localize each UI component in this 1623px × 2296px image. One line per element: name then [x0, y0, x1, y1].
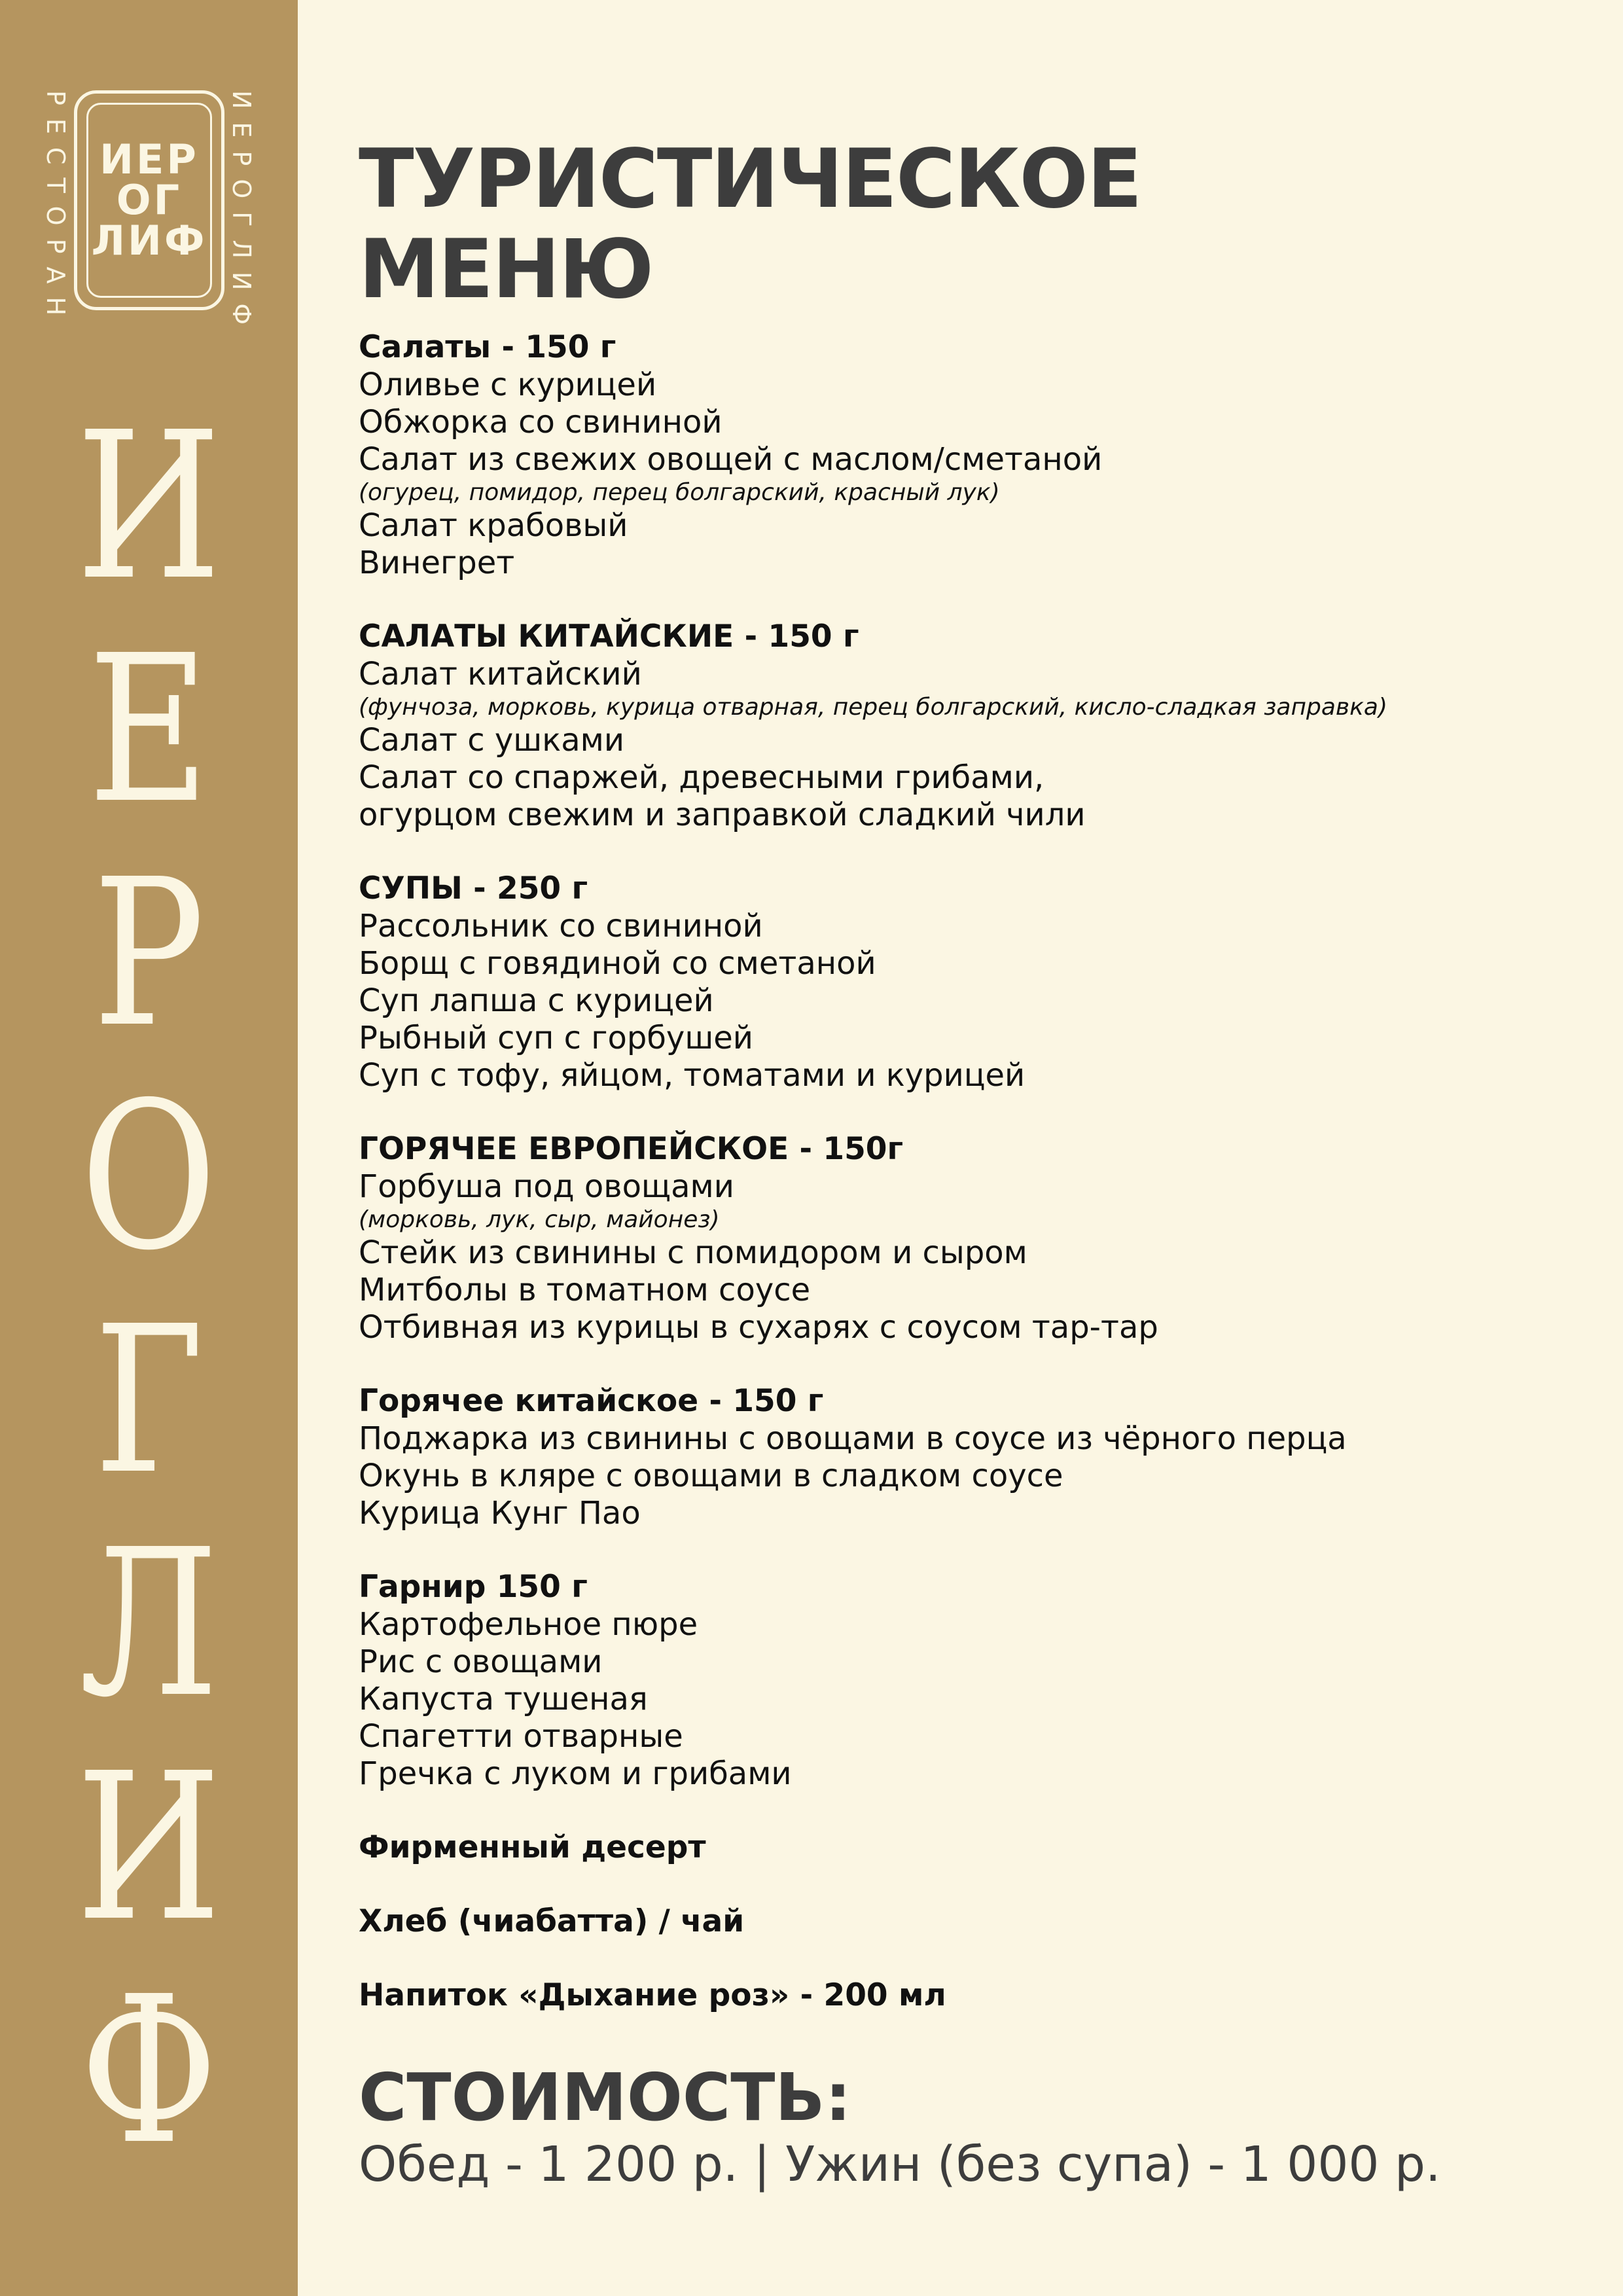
sidebar-vertical-name — [0, 389, 298, 2189]
sidebar-letter: Е — [88, 612, 210, 849]
section-title: Фирменный десерт — [359, 1829, 706, 1865]
menu-item: Салат со спаржей, древесными грибами, — [359, 759, 1044, 796]
menu-item: Салат из свежих овощей с маслом/сметаной — [359, 441, 1103, 478]
logo-left-text: РЕСТОРАН — [41, 90, 70, 329]
sidebar-letter: И — [76, 1729, 222, 1966]
section-title: СУПЫ - 250 г — [359, 870, 588, 906]
menu-section — [359, 618, 1589, 834]
menu-item: Курица Кунг Пао — [359, 1495, 641, 1532]
logo-row: ИЕР — [99, 135, 199, 183]
menu-item-note: (фунчоза, морковь, курица отварная, перец болгарский, кисло-сладкая заправка) — [359, 694, 1387, 721]
section-title: Хлеб (чиабатта) / чай — [359, 1903, 745, 1939]
menu-section — [359, 1568, 1589, 1793]
menu-item: Митболы в томатном соусе — [359, 1272, 811, 1308]
sidebar-letter: О — [80, 1059, 217, 1296]
menu-item: Салат с ушками — [359, 722, 625, 759]
menu-list — [359, 329, 1589, 2051]
sidebar-letter: Ф — [79, 1952, 218, 2189]
menu-section — [359, 1382, 1589, 1532]
menu-item: Рассольник со свининой — [359, 908, 763, 944]
menu-item: Спагетти отварные — [359, 1718, 683, 1755]
sidebar-letter: Г — [94, 1282, 204, 1519]
menu-item: Окунь в кляре с овощами в сладком соусе — [359, 1458, 1063, 1494]
section-title: Горячее китайское - 150 г — [359, 1383, 824, 1419]
logo — [74, 90, 224, 310]
menu-item: Оливье с курицей — [359, 367, 657, 403]
logo-row: ЛИФ — [91, 217, 207, 264]
section-title: Напиток «Дыхание роз» - 200 мл — [359, 1977, 946, 2013]
menu-item: Гречка с луком и грибами — [359, 1755, 792, 1792]
menu-section — [359, 1903, 1589, 1941]
logo-row: ОГ — [116, 176, 183, 224]
menu-item: огурцом свежим и заправкой сладкий чили — [359, 797, 1086, 833]
section-title: САЛАТЫ КИТАЙСКИЕ - 150 г — [359, 619, 859, 655]
title-line: ТУРИСТИЧЕСКОЕ — [359, 132, 1141, 226]
menu-section — [359, 870, 1589, 1094]
sidebar-letter: Л — [79, 1506, 219, 1743]
menu-item: Поджарка из свинины с овощами в соусе из чёрного перца — [359, 1420, 1347, 1457]
menu-item-note: (огурец, помидор, перец болгарский, красный лук) — [359, 479, 1000, 506]
menu-item: Стейк из свинины с помидором и сыром — [359, 1234, 1027, 1271]
menu-item-note: (морковь, лук, сыр, майонез) — [359, 1206, 720, 1233]
menu-item: Суп с тофу, яйцом, томатами и курицей — [359, 1057, 1026, 1094]
menu-item: Рис с овощами — [359, 1643, 603, 1680]
menu-item: Обжорка со свининой — [359, 404, 722, 440]
menu-section — [359, 1977, 1589, 2015]
cost-title: СТОИМОСТЬ: — [359, 2059, 851, 2136]
sidebar — [0, 0, 298, 2296]
menu-item: Рыбный суп с горбушей — [359, 1020, 753, 1056]
cost-line: Обед - 1 200 р. | Ужин (без супа) - 1 000 р. — [359, 2136, 1441, 2193]
menu-section — [359, 1130, 1589, 1346]
logo-right-text: ИЕРОГЛИФ — [227, 90, 256, 338]
menu-item: Салат китайский — [359, 656, 642, 692]
menu-item: Суп лапша с курицей — [359, 982, 714, 1019]
section-title: Гарнир 150 г — [359, 1569, 588, 1605]
page-title — [359, 134, 1141, 315]
title-line: МЕНЮ — [359, 223, 653, 317]
menu-section — [359, 329, 1589, 582]
menu-item: Винегрет — [359, 545, 515, 581]
sidebar-letter: Р — [92, 835, 205, 1072]
sidebar-letter: И — [76, 389, 222, 625]
menu-item: Горбуша под овощами — [359, 1168, 734, 1205]
section-title: ГОРЯЧЕЕ ЕВРОПЕЙСКОЕ - 150г — [359, 1131, 904, 1167]
menu-section — [359, 1829, 1589, 1867]
menu-item: Отбивная из курицы в сухарях с соусом тар-тар — [359, 1309, 1158, 1346]
menu-item: Салат крабовый — [359, 507, 628, 544]
menu-item: Борщ с говядиной со сметаной — [359, 945, 876, 982]
section-title: Салаты - 150 г — [359, 329, 616, 365]
menu-item: Картофельное пюре — [359, 1606, 698, 1643]
menu-item: Капуста тушеная — [359, 1681, 648, 1717]
logo-inner — [86, 103, 212, 298]
